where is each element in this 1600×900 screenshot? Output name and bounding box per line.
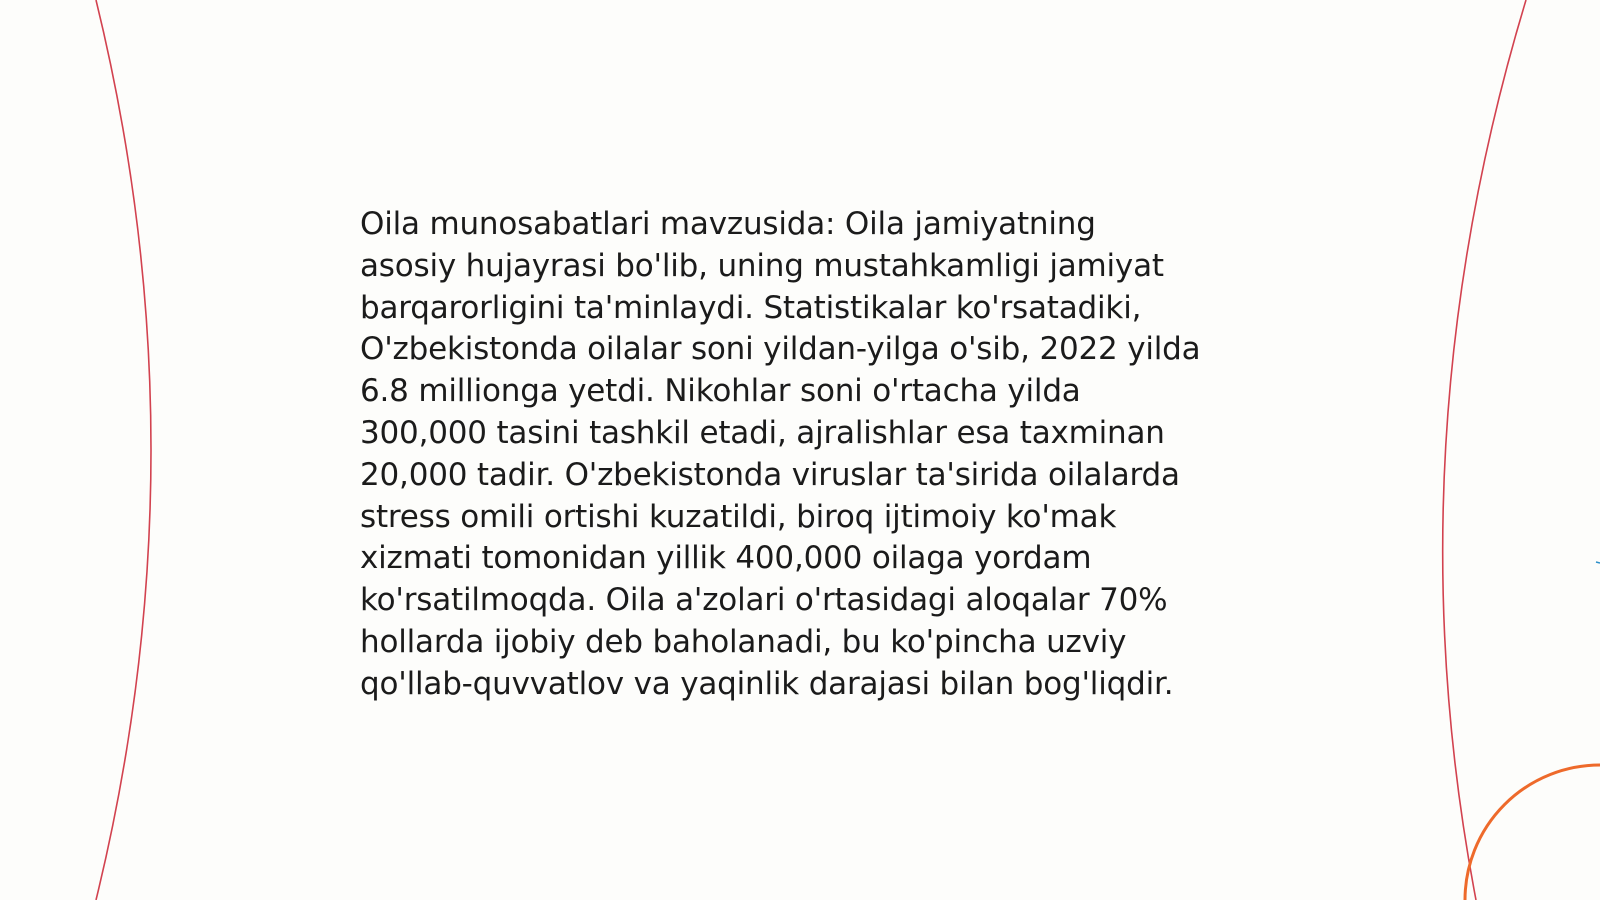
body-text-line: 300,000 tasini tashkil etadi, ajralishlar esa taxminan xyxy=(360,414,1165,451)
body-text-line: xizmati tomonidan yillik 400,000 oilaga yordam xyxy=(360,540,1092,577)
slide-body-text xyxy=(360,204,1260,706)
body-text-line: barqarorligini ta'minlaydi. Statistikalar ko'rsatadiki, xyxy=(360,289,1142,326)
body-text-line: hollarda ijobiy deb baholanadi, bu ko'pincha uzviy xyxy=(360,623,1127,660)
small-blue-mark xyxy=(1596,562,1600,563)
body-text-line: O'zbekistonda oilalar soni yildan-yilga o'sib, 2022 yilda xyxy=(360,331,1201,368)
right-arc-curve xyxy=(1443,0,1526,900)
body-text-line: 6.8 millionga yetdi. Nikohlar soni o'rtacha yilda xyxy=(360,373,1081,410)
orange-circle-outline xyxy=(1465,765,1600,900)
left-arc-curve xyxy=(96,0,151,900)
body-text-line: Oila munosabatlari mavzusida: Oila jamiyatning xyxy=(360,206,1096,242)
body-text-line: asosiy hujayrasi bo'lib, uning mustahkamligi jamiyat xyxy=(360,247,1164,284)
body-text-line: 20,000 tadir. O'zbekistonda viruslar ta'sirida oilalarda xyxy=(360,456,1180,493)
body-text-line: stress omili ortishi kuzatildi, biroq ijtimoiy ko'mak xyxy=(360,498,1117,535)
body-text-line: qo'llab-quvvatlov va yaqinlik darajasi bilan bog'liqdir. xyxy=(360,665,1174,702)
body-text-line: ko'rsatilmoqda. Oila a'zolari o'rtasidagi aloqalar 70% xyxy=(360,582,1168,619)
